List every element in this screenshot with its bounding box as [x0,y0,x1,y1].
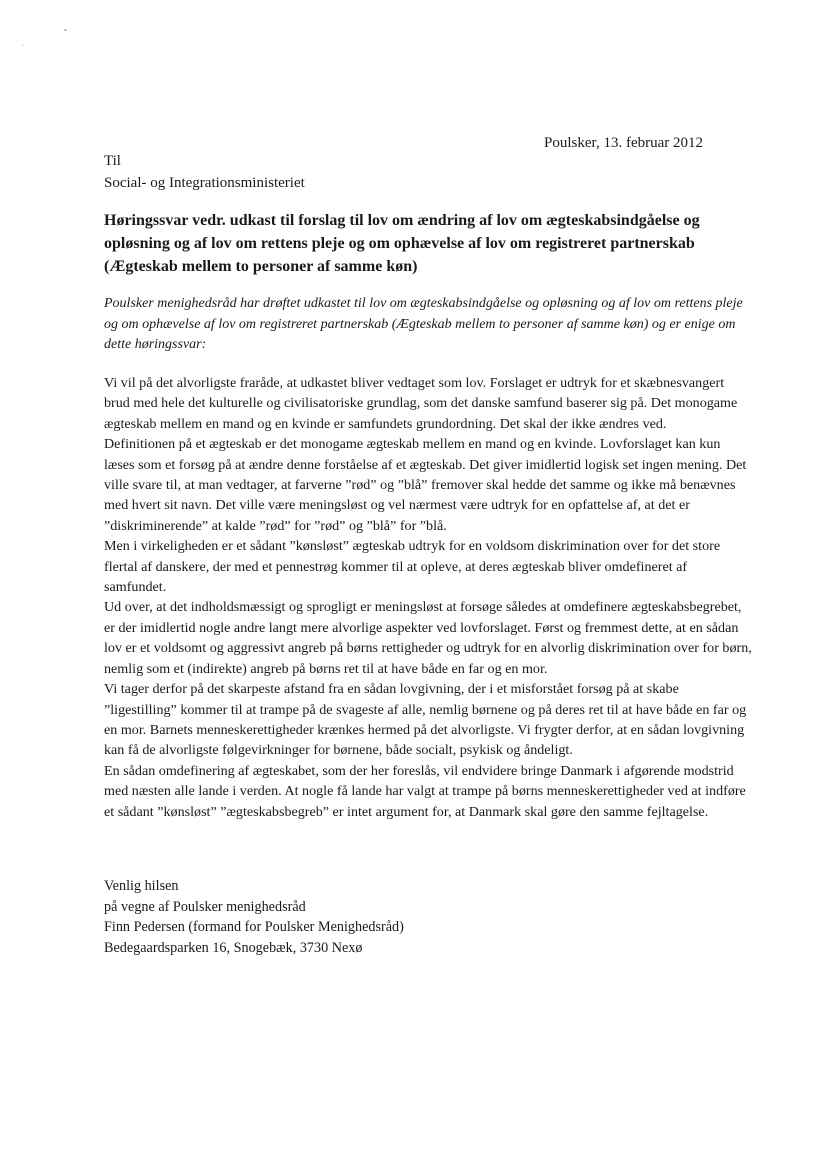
closing-greeting: Venlig hilsen [104,878,179,894]
scan-speck: ᵕ [22,41,25,50]
body-paragraph: Vi vil på det alvorligste fraråde, at udkastet bliver vedtaget som lov. Forslaget er udtryk for et skæbnesvangert brud med hele det kulturelle og civilisatoriske grundlag, som det danske samfund baserer sig på. Det monogame ægteskab mellem en mand og en kvinde er samfundets grundordning. Det skal der ikke ændres ved. [104,375,738,432]
body-paragraph: Men i virkeligheden er et sådant ”kønsløst” ægteskab udtryk for en voldsom diskrimination over for det store flertal af danskere, der med et pennestrøg kommer til at opleve, at deres ægteskab bliver omdefineret af samfundet. [104,538,721,596]
scan-speck: • [64,26,67,35]
signature-block [104,876,404,958]
closing-on-behalf: på vegne af Poulsker menighedsråd [104,898,306,915]
letter-subject: Høringssvar vedr. udkast til forslag til lov om ændring af lov om ægteskabsindgåelse og opløsning og af lov om rettens pleje og om ophævelse af lov om registreret partnerskab (Ægteskab mellem to personer af samme køn) [104,212,700,275]
intro-paragraph: Poulsker menighedsråd har drøftet udkastet til lov om ægteskabsindgåelse og opløsning og af lov om rettens pleje og om ophævelse af lov om registreret partnerskab (Ægteskab mellem to personer af samme køn) og er enige om dette høringssvar: [104,296,743,352]
letter-body [104,373,752,822]
recipient-line: Til [104,153,121,169]
signer-name: Finn Pedersen (formand for Poulsker Menighedsråd) [104,919,404,936]
body-paragraph: Ud over, at det indholdsmæssigt og sprogligt er meningsløst at forsøge således at omdefinere ægteskabsbegrebet, er der imidlertid nogle andre langt mere alvorlige aspekter ved lovforslaget. Først og fremmest dette, at en sådan lov er et voldsomt og aggressivt angreb på børns rettigheder og udtryk for en alvorlig diskrimination over for børn, nemlig som et (indirekte) angreb på børns ret til at have både en far og en mor. [104,599,752,677]
recipient-block [104,150,305,194]
body-paragraph: Vi tager derfor på det skarpeste afstand fra en sådan lovgivning, der i et misforstået forsøg på at skabe ”ligestilling” kommer til at trampe på de svageste af alle, nemlig børnene og på deres ret til at have både en far og en mor. Barnets menneskerettigheder krænkes hermed på det alvorligste. Vi frygter derfor, at en sådan lovgivning kan få de alvorligste følgevirkninger for børnene, både socialt, psykisk og åndeligt. [104,681,747,759]
letter-date: Poulsker, 13. februar 2012 [544,135,703,151]
body-paragraph: En sådan omdefinering af ægteskabet, som der her foreslås, vil endvidere bringe Danmark i afgørende modstrid med næsten alle lande i verden. At nogle få lande har valgt at trampe på børns menneskerettigheder ved at indføre et sådant ”kønsløst” ”ægteskabsbegreb” er intet argument for, at Danmark skal gøre den samme fejltagelse. [104,762,746,820]
signer-address: Bedegaardsparken 16, Snogebæk, 3730 Nexø [104,939,363,956]
body-paragraph: Definitionen på et ægteskab er det monogame ægteskab mellem en mand og en kvinde. Lovforslaget kan kun læses som et forsøg på at ændre denne forståelse af et ægteskab. Det giver imidlertid logisk set ingen mening. Det ville svare til, at man vedtager, at farverne ”rød” og ”blå” fremover skal hedde det samme og ikke må benævnes med hvert sit navn. Det ville være meningsløst og vel nærmest være udtryk for en opfattelse af, at det er ”diskriminerende” at kalde ”rød” for ”rød” og ”blå” for ”blå. [104,436,747,534]
recipient-ministry: Social- og Integrationsministeriet [104,175,305,191]
